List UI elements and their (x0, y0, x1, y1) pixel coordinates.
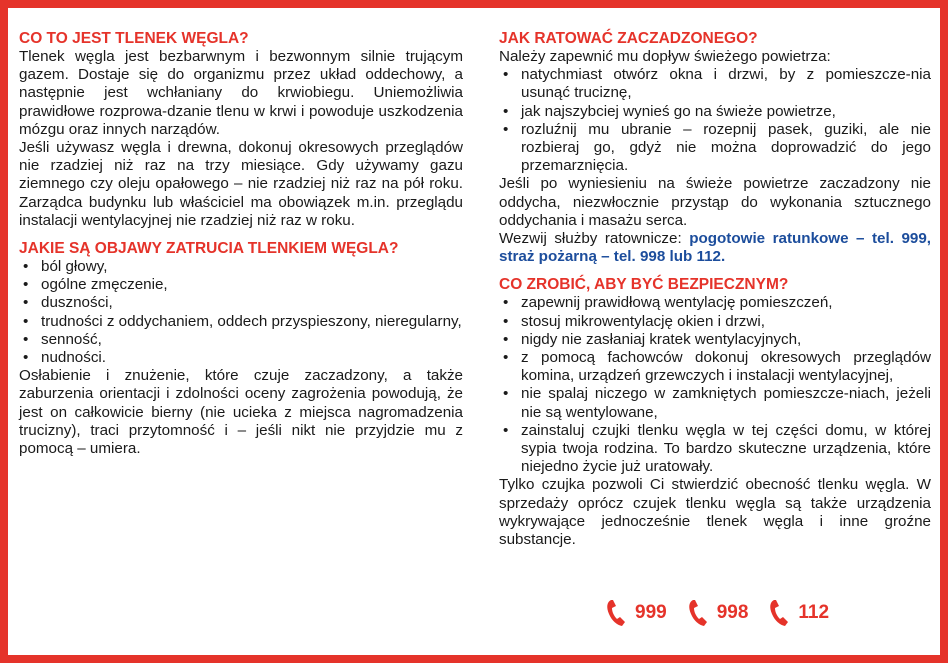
safety-list (499, 294, 931, 476)
list-item: • nie spalaj niczego w zamkniętych pomieszcze-niach, jeżeli nie są wentylowane, (499, 385, 931, 421)
section-title-what-is-co: CO TO JEST TLENEK WĘGLA? (19, 30, 249, 47)
paragraph-rescue-intro: Należy zapewnić mu dopływ świeżego powietrza: (499, 48, 831, 65)
list-item: • jak najszybciej wynieś go na świeże powietrze, (499, 103, 931, 121)
right-column (499, 30, 931, 549)
phone-number: 999 (635, 602, 667, 623)
paragraph-what-is-co: Tlenek węgla jest bezbarwnym i bezwonnym silnie trującym gazem. Dostaje się do organizmu przez układ oddechowy, a następnie jest wchłaniany do krwiobiegu. Uniemożliwia prawidłowe rozprowa-dzanie tlenu w krwi i powoduje uszkodzenia mózgu oraz innych narządów. (19, 48, 463, 138)
emergency-phones (603, 598, 829, 628)
list-item: • senność, (19, 331, 463, 349)
list-item: • zapewnij prawidłową wentylację pomieszczeń, (499, 294, 931, 312)
list-item: • nudności. (19, 349, 463, 367)
section-title-symptoms: JAKIE SĄ OBJAWY ZATRUCIA TLENKIEM WĘGLA? (19, 240, 399, 258)
phone-handset-icon (766, 598, 796, 628)
paragraph-symptoms-effects: Osłabienie i znużenie, które czuje zaczadzony, a także zaburzenia orientacji i zdolności oceny zagrożenia powodują, że jest on całkowicie bierny (nie ucieka z miejsca nagromadzenia trucizny), traci przytomność i – jeśli nikt nie przyjdzie mu z pomocą – umiera. (19, 367, 463, 458)
list-item: • z pomocą fachowców dokonuj okresowych przeglądów komina, urządzeń grzewczych i instalacji wentylacyjnej, (499, 349, 931, 385)
emergency-call-label: Wezwij służby ratownicze: (499, 230, 690, 248)
phone-number: 998 (716, 602, 749, 623)
list-item: • trudności z oddychaniem, oddech przyspieszony, nieregularny, (19, 313, 463, 331)
leaflet-page (8, 8, 940, 655)
list-item: • natychmiast otwórz okna i drzwi, by z pomieszcze-nia usunąć truciznę, (499, 66, 931, 102)
symptoms-list (19, 258, 463, 367)
phone-112 (766, 598, 829, 628)
paragraph-inspections: Jeśli używasz węgla i drewna, dokonuj okresowych przeglądów nie rzadziej niż raz na trzy miesiące. Gdy używamy gazu ziemnego czy oleju opałowego – nie rzadziej niż raz na pół roku. Zarządca budynku lub właściciel ma obowiązek m.in. przeglądu instalacji wentylacyjnej nie rzadziej niż raz w roku. (19, 139, 463, 229)
list-item: • ból głowy, (19, 258, 463, 276)
section-title-rescue: JAK RATOWAĆ ZACZADZONEGO? (499, 30, 758, 47)
section-title-safety: CO ZROBIĆ, ABY BYĆ BEZPIECZNYM? (499, 276, 789, 294)
phone-handset-icon (685, 598, 715, 628)
phone-handset-icon (603, 598, 633, 628)
list-item: • duszności, (19, 294, 463, 312)
list-item: • ogólne zmęczenie, (19, 276, 463, 294)
list-item: • stosuj mikrowentylację okien i drzwi, (499, 313, 931, 331)
phone-999 (603, 598, 667, 628)
emergency-numbers: pogotowie ratunkowe – tel. 999, straż pożarną – tel. 998 lub 112. (499, 230, 932, 266)
list-item: • nigdy nie zasłaniaj kratek wentylacyjnych, (499, 331, 931, 349)
phone-number: 112 (798, 602, 830, 623)
paragraph-emergency-call (499, 230, 931, 266)
paragraph-detector: Tylko czujka pozwoli Ci stwierdzić obecność tlenku węgla. W sprzedaży oprócz czujek tlenku węgla są także urządzenia wykrywające jednocześnie tlenek węgla i inne groźne substancje. (499, 476, 931, 549)
paragraph-cpr: Jeśli po wyniesieniu na świeże powietrze zaczadzony nie oddycha, niezwłocznie przystąp do wykonania sztucznego oddychania i masażu serca. (499, 175, 931, 229)
list-item: • rozluźnij mu ubranie – rozepnij pasek, guziki, ale nie rozbieraj go, gdyż nie można doprowadzić do jego przemarznięcia. (499, 121, 931, 176)
phone-998 (685, 598, 749, 628)
left-column (19, 30, 463, 458)
rescue-steps-list (499, 66, 931, 175)
list-item: • zainstaluj czujki tlenku węgla w tej części domu, w której sypia twoja rodzina. To bardzo skuteczne urządzenia, które niejedno życie już uratowały. (499, 422, 931, 477)
